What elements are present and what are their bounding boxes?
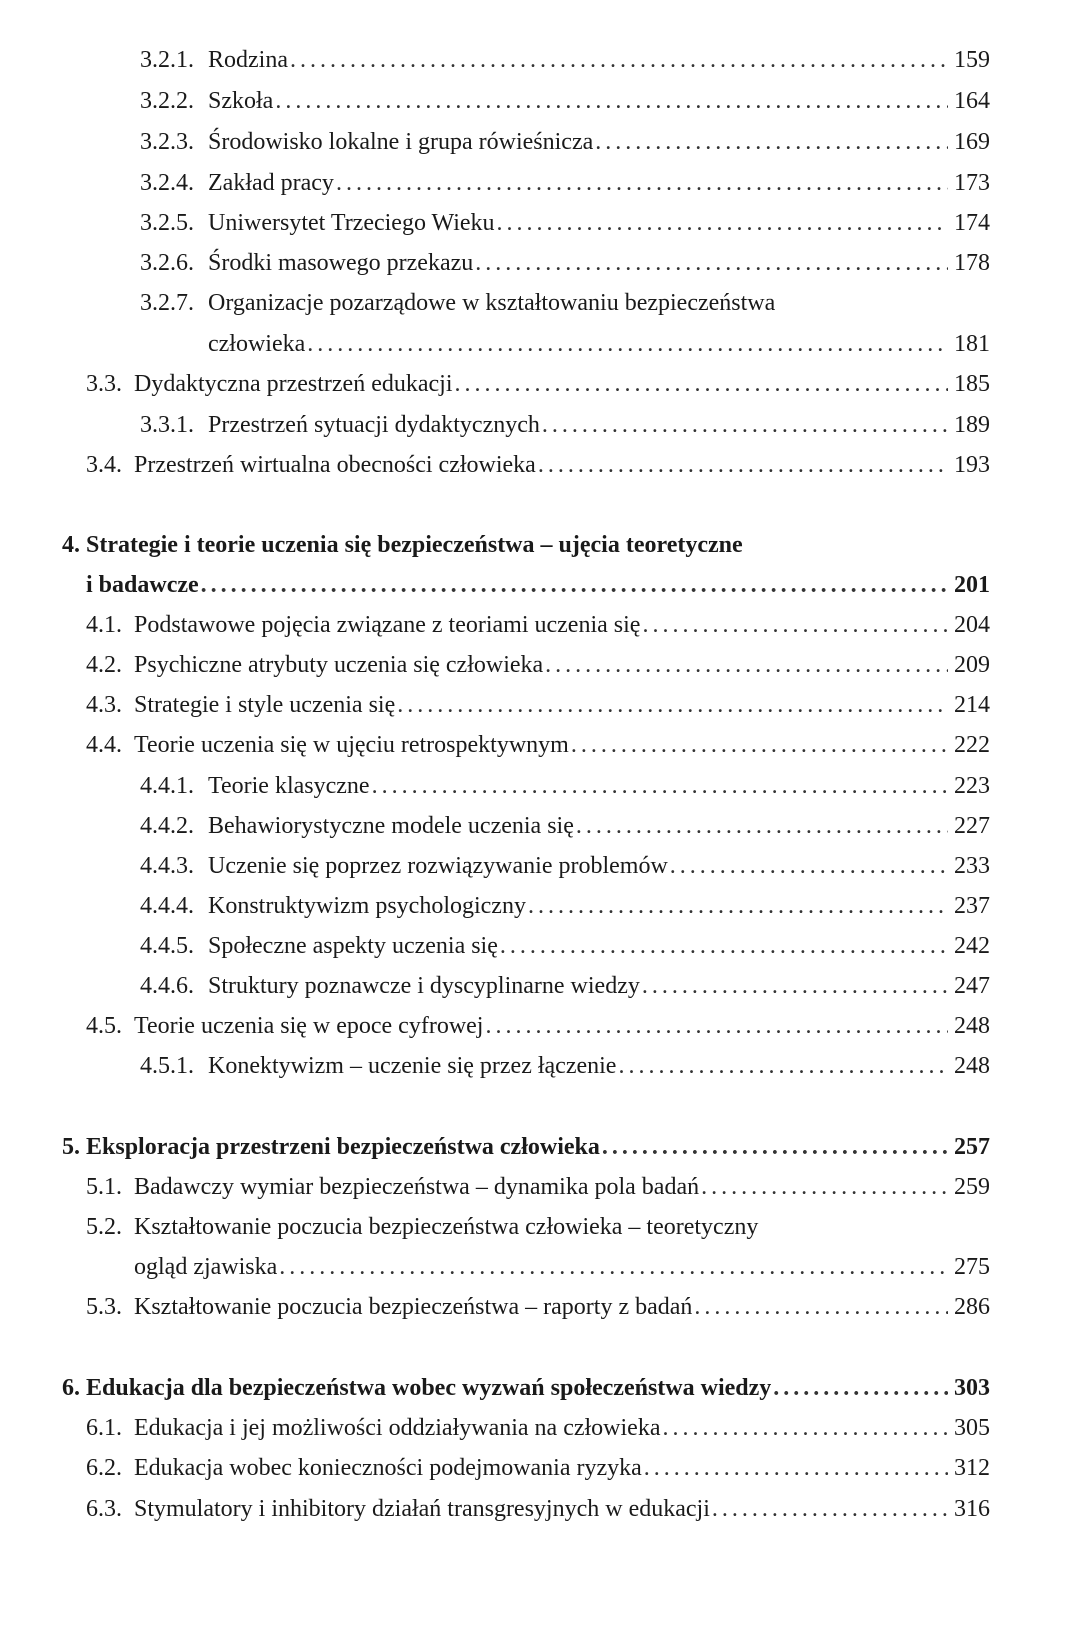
toc-number: 5.	[62, 1134, 80, 1160]
dot-leader	[307, 329, 948, 359]
toc-title: Zakład pracy	[208, 170, 334, 196]
toc-chapter-4-continued	[86, 570, 990, 600]
toc-number: 4.4.2.	[140, 813, 194, 839]
toc-entry-4-4	[86, 730, 990, 760]
dot-leader	[497, 208, 948, 238]
toc-entry-3-2-2	[140, 86, 990, 116]
toc-title: Rodzina	[208, 47, 288, 73]
toc-page: 222	[954, 732, 990, 758]
dot-leader	[275, 86, 948, 116]
toc-entry-5-3	[86, 1292, 990, 1322]
toc-page: 233	[954, 853, 990, 879]
toc-entry-3-2-7	[140, 288, 990, 318]
toc-number: 3.3.	[86, 371, 122, 397]
dot-leader	[336, 168, 948, 198]
toc-number: 6.3.	[86, 1496, 122, 1522]
toc-entry-5-1	[86, 1172, 990, 1202]
dot-leader	[500, 931, 948, 961]
toc-title: Behawiorystyczne modele uczenia się	[208, 813, 574, 839]
toc-number: 3.2.4.	[140, 170, 194, 196]
toc-page: 173	[954, 170, 990, 196]
toc-title: Strategie i style uczenia się	[134, 692, 396, 718]
toc-page: 247	[954, 973, 990, 999]
dot-leader	[773, 1373, 948, 1403]
dot-leader	[528, 891, 948, 921]
toc-entry-3-2-5	[140, 208, 990, 238]
toc-entry-3-2-1	[140, 45, 990, 75]
toc-title: Konstruktywizm psychologiczny	[208, 893, 526, 919]
toc-entry-4-3	[86, 690, 990, 720]
toc-entry-4-4-3	[140, 851, 990, 881]
toc-page: 248	[954, 1013, 990, 1039]
toc-title: Szkoła	[208, 88, 274, 114]
toc-page: 286	[954, 1294, 990, 1320]
toc-chapter-6	[62, 1373, 990, 1403]
toc-title-continued: człowieka	[208, 331, 306, 357]
dot-leader	[542, 410, 948, 440]
toc-title: Edukacja i jej możliwości oddziaływania na człowieka	[134, 1415, 661, 1441]
toc-number: 3.2.1.	[140, 47, 194, 73]
toc-entry-4-4-4	[140, 891, 990, 921]
toc-number: 3.2.2.	[140, 88, 194, 114]
toc-number: 6.	[62, 1375, 80, 1401]
toc-number: 4.	[62, 532, 80, 558]
dot-leader	[694, 1292, 948, 1322]
toc-page: 181	[954, 331, 990, 357]
toc-number: 3.2.5.	[140, 210, 194, 236]
toc-number: 6.1.	[86, 1415, 122, 1441]
toc-number: 3.4.	[86, 452, 122, 478]
toc-page: 257	[954, 1134, 990, 1160]
dot-leader	[279, 1252, 948, 1282]
toc-entry-5-2-continued	[134, 1252, 990, 1282]
dot-leader	[576, 811, 948, 841]
toc-number: 4.3.	[86, 692, 122, 718]
toc-number: 4.5.1.	[140, 1053, 194, 1079]
toc-page: 248	[954, 1053, 990, 1079]
toc-title: Teorie uczenia się w ujęciu retrospektywnym	[134, 732, 569, 758]
toc-entry-3-3-1	[140, 410, 990, 440]
toc-entry-6-1	[86, 1413, 990, 1443]
dot-leader	[485, 1011, 948, 1041]
toc-title: Strategie i teorie uczenia się bezpieczeństwa – ujęcia teoretyczne	[86, 532, 743, 558]
toc-number: 3.2.7.	[140, 290, 194, 316]
toc-title: Przestrzeń wirtualna obecności człowieka	[134, 452, 536, 478]
toc-page: 275	[954, 1254, 990, 1280]
toc-entry-3-2-6	[140, 248, 990, 278]
toc-title: Środki masowego przekazu	[208, 250, 474, 276]
toc-number: 5.1.	[86, 1174, 122, 1200]
toc-page: 204	[954, 612, 990, 638]
toc-number: 4.4.	[86, 732, 122, 758]
toc-title-continued: i badawcze	[86, 572, 199, 598]
toc-title: Edukacja dla bezpieczeństwa wobec wyzwań społeczeństwa wiedzy	[86, 1375, 772, 1401]
toc-entry-3-3	[86, 369, 990, 399]
toc-page: 178	[954, 250, 990, 276]
toc-title: Stymulatory i inhibitory działań transgresyjnych w edukacji	[134, 1496, 710, 1522]
toc-page: 189	[954, 412, 990, 438]
dot-leader	[701, 1172, 948, 1202]
toc-page: 223	[954, 773, 990, 799]
toc-title: Psychiczne atrybuty uczenia się człowieka	[134, 652, 544, 678]
toc-page: 159	[954, 47, 990, 73]
toc-number: 4.4.3.	[140, 853, 194, 879]
toc-title: Kształtowanie poczucia bezpieczeństwa – raporty z badań	[134, 1294, 693, 1320]
dot-leader	[372, 771, 948, 801]
dot-leader	[475, 248, 948, 278]
toc-entry-4-4-6	[140, 971, 990, 1001]
toc-title: Środowisko lokalne i grupa rówieśnicza	[208, 129, 594, 155]
dot-leader	[602, 1132, 948, 1162]
dot-leader	[642, 610, 948, 640]
toc-number: 3.3.1.	[140, 412, 194, 438]
toc-number: 5.2.	[86, 1214, 122, 1240]
toc-entry-3-2-4	[140, 168, 990, 198]
toc-page: 316	[954, 1496, 990, 1522]
dot-leader	[670, 851, 948, 881]
toc-entry-5-2	[86, 1212, 990, 1242]
dot-leader	[290, 45, 948, 75]
toc-entry-4-1	[86, 610, 990, 640]
toc-number: 6.2.	[86, 1455, 122, 1481]
dot-leader	[595, 127, 948, 157]
toc-page: 201	[954, 572, 990, 598]
toc-number: 3.2.3.	[140, 129, 194, 155]
toc-title: Podstawowe pojęcia związane z teoriami uczenia się	[134, 612, 641, 638]
toc-title: Organizacje pozarządowe w kształtowaniu bezpieczeństwa	[208, 290, 776, 316]
toc-page: 185	[954, 371, 990, 397]
toc-page: 209	[954, 652, 990, 678]
toc-page: 305	[954, 1415, 990, 1441]
toc-page: 237	[954, 893, 990, 919]
toc-number: 4.4.6.	[140, 973, 194, 999]
toc-entry-3-2-7-continued	[208, 329, 990, 359]
toc-page: 174	[954, 210, 990, 236]
toc-entry-3-2-3	[140, 127, 990, 157]
toc-entry-4-2	[86, 650, 990, 680]
toc-number: 4.4.5.	[140, 933, 194, 959]
dot-leader	[545, 650, 948, 680]
dot-leader	[662, 1413, 948, 1443]
toc-page: 164	[954, 88, 990, 114]
toc-number: 4.4.4.	[140, 893, 194, 919]
toc-entry-6-3	[86, 1494, 990, 1524]
toc-title: Kształtowanie poczucia bezpieczeństwa człowieka – teoretyczny	[134, 1214, 759, 1240]
toc-title: Struktury poznawcze i dyscyplinarne wiedzy	[208, 973, 640, 999]
dot-leader	[397, 690, 948, 720]
dot-leader	[201, 570, 948, 600]
dot-leader	[644, 1453, 948, 1483]
toc-title: Uczenie się poprzez rozwiązywanie problemów	[208, 853, 668, 879]
toc-page: 303	[954, 1375, 990, 1401]
toc-chapter-5	[62, 1132, 990, 1162]
toc-title: Konektywizm – uczenie się przez łączenie	[208, 1053, 617, 1079]
toc-title: Eksploracja przestrzeni bezpieczeństwa człowieka	[86, 1134, 600, 1160]
dot-leader	[712, 1494, 948, 1524]
toc-entry-4-5-1	[140, 1051, 990, 1081]
toc-title: Uniwersytet Trzeciego Wieku	[208, 210, 495, 236]
toc-page: 242	[954, 933, 990, 959]
toc-page: 227	[954, 813, 990, 839]
toc-number: 4.5.	[86, 1013, 122, 1039]
toc-entry-3-4	[86, 450, 990, 480]
toc-title: Teorie uczenia się w epoce cyfrowej	[134, 1013, 484, 1039]
dot-leader	[642, 971, 948, 1001]
toc-title: Społeczne aspekty uczenia się	[208, 933, 498, 959]
toc-number: 4.1.	[86, 612, 122, 638]
dot-leader	[571, 730, 948, 760]
toc-title: Przestrzeń sytuacji dydaktycznych	[208, 412, 540, 438]
dot-leader	[455, 369, 948, 399]
toc-entry-6-2	[86, 1453, 990, 1483]
toc-entry-4-4-1	[140, 771, 990, 801]
toc-chapter-4	[62, 530, 990, 560]
toc-title: Dydaktyczna przestrzeń edukacji	[134, 371, 453, 397]
toc-page: 259	[954, 1174, 990, 1200]
toc-page: 214	[954, 692, 990, 718]
dot-leader	[618, 1051, 948, 1081]
toc-number: 4.4.1.	[140, 773, 194, 799]
toc-page: 312	[954, 1455, 990, 1481]
toc-entry-4-4-2	[140, 811, 990, 841]
toc-number: 4.2.	[86, 652, 122, 678]
toc-entry-4-4-5	[140, 931, 990, 961]
toc-number: 5.3.	[86, 1294, 122, 1320]
toc-title-continued: ogląd zjawiska	[134, 1254, 278, 1280]
toc-page: 193	[954, 452, 990, 478]
toc-title: Teorie klasyczne	[208, 773, 370, 799]
toc-title: Badawczy wymiar bezpieczeństwa – dynamika pola badań	[134, 1174, 700, 1200]
toc-title: Edukacja wobec konieczności podejmowania ryzyka	[134, 1455, 642, 1481]
toc-page: 169	[954, 129, 990, 155]
toc-entry-4-5	[86, 1011, 990, 1041]
toc-number: 3.2.6.	[140, 250, 194, 276]
dot-leader	[538, 450, 948, 480]
